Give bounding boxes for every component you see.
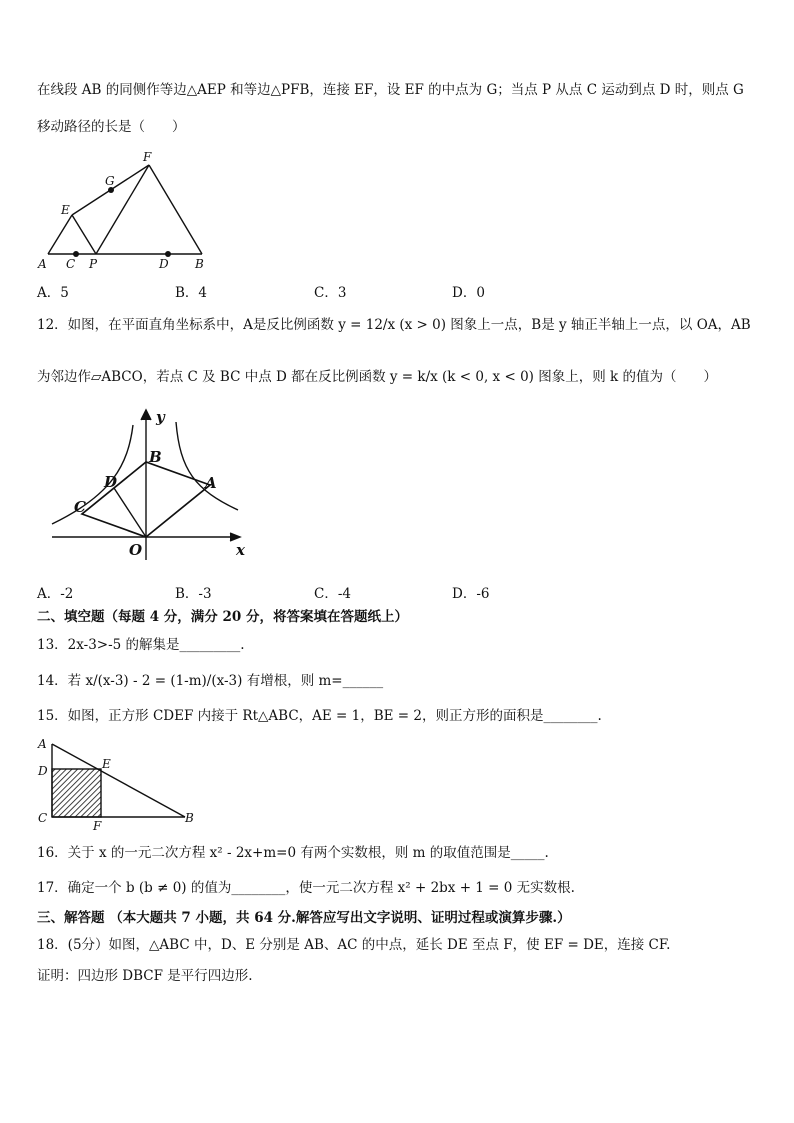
q11-option-d[interactable]: D．0 bbox=[452, 285, 485, 301]
q11-label-b: B bbox=[195, 257, 204, 271]
q12-label-a: A bbox=[205, 474, 217, 492]
q11-label-p: P bbox=[89, 257, 98, 271]
q11-label-d: D bbox=[159, 257, 169, 271]
q15-label-e: E bbox=[102, 757, 111, 771]
q12-line1: 12．如图，在平面直角坐标系中，A是反比例函数 y = 12/x (x > 0) 图象上一点，B是 y 轴正半轴上一点，以 OA，AB bbox=[37, 317, 751, 333]
q11-figure bbox=[30, 148, 215, 272]
q11-line2: 移动路径的长是（ ） bbox=[37, 119, 186, 135]
q11-label-a: A bbox=[38, 257, 47, 271]
section3-heading: 三、解答题 （本大题共 7 小题，共 64 分.解答应写出文字说明、证明过程或演算步骤.） bbox=[37, 910, 571, 926]
q15-text: 15．如图，正方形 CDEF 内接于 Rt△ABC，AE = 1，BE = 2，则正方形的面积是________. bbox=[37, 708, 602, 724]
q12-option-b[interactable]: B．-3 bbox=[175, 586, 212, 602]
q17: 17．确定一个 b (b ≠ 0) 的值为________，使一元二次方程 x² + 2bx + 1 = 0 无实数根. bbox=[37, 880, 575, 896]
q15-figure bbox=[32, 735, 202, 833]
q11-option-c[interactable]: C．3 bbox=[314, 285, 347, 301]
q12-option-c[interactable]: C．-4 bbox=[314, 586, 351, 602]
q16: 16．关于 x 的一元二次方程 x² - 2x+m=0 有两个实数根，则 m 的取值范围是_____. bbox=[37, 845, 549, 861]
q18-line2: 证明：四边形 DBCF 是平行四边形. bbox=[37, 968, 253, 984]
q11-option-b[interactable]: B．4 bbox=[175, 285, 208, 301]
q12-label-b: B bbox=[149, 448, 162, 466]
q11-label-c: C bbox=[66, 257, 76, 271]
q12-label-x: x bbox=[236, 541, 245, 559]
q12-figure bbox=[40, 400, 265, 570]
q15-label-c: C bbox=[38, 811, 48, 825]
q15-label-a: A bbox=[38, 737, 47, 751]
q12-label-c: C bbox=[74, 498, 86, 516]
q11-label-e: E bbox=[61, 203, 70, 217]
q12-label-o: O bbox=[129, 541, 143, 559]
q12-label-y: y bbox=[156, 408, 165, 426]
q11-line1: 在线段 AB 的同侧作等边△AEP 和等边△PFB，连接 EF，设 EF 的中点为 G；当点 P 从点 C 运动到点 D 时，则点 G bbox=[37, 82, 744, 98]
q11-option-a[interactable]: A．5 bbox=[37, 285, 69, 301]
q12-line2: 为邻边作▱ABCO，若点 C 及 BC 中点 D 都在反比例函数 y = k/x (k < 0, x < 0) 图象上，则 k 的值为（ ） bbox=[37, 369, 717, 385]
q15-label-f: F bbox=[93, 819, 102, 833]
q18-line1: 18．(5分）如图，△ABC 中，D、E 分别是 AB、AC 的中点，延长 DE 至点 F，使 EF = DE，连接 CF. bbox=[37, 937, 671, 953]
q12-option-d[interactable]: D．-6 bbox=[452, 586, 490, 602]
q11-label-g: G bbox=[105, 174, 115, 188]
section2-heading: 二、填空题（每题 4 分，满分 20 分，将答案填在答题纸上） bbox=[37, 609, 408, 625]
q15-label-b: B bbox=[185, 811, 194, 825]
q14: 14．若 x/(x-3) - 2 = (1-m)/(x-3) 有增根，则 m=______ bbox=[37, 673, 384, 689]
q13: 13．2x-3>-5 的解集是_________. bbox=[37, 637, 245, 653]
q12-option-a[interactable]: A．-2 bbox=[37, 586, 74, 602]
q11-label-f: F bbox=[143, 150, 152, 164]
q15-label-d: D bbox=[38, 764, 48, 778]
q12-label-d: D bbox=[104, 473, 118, 491]
